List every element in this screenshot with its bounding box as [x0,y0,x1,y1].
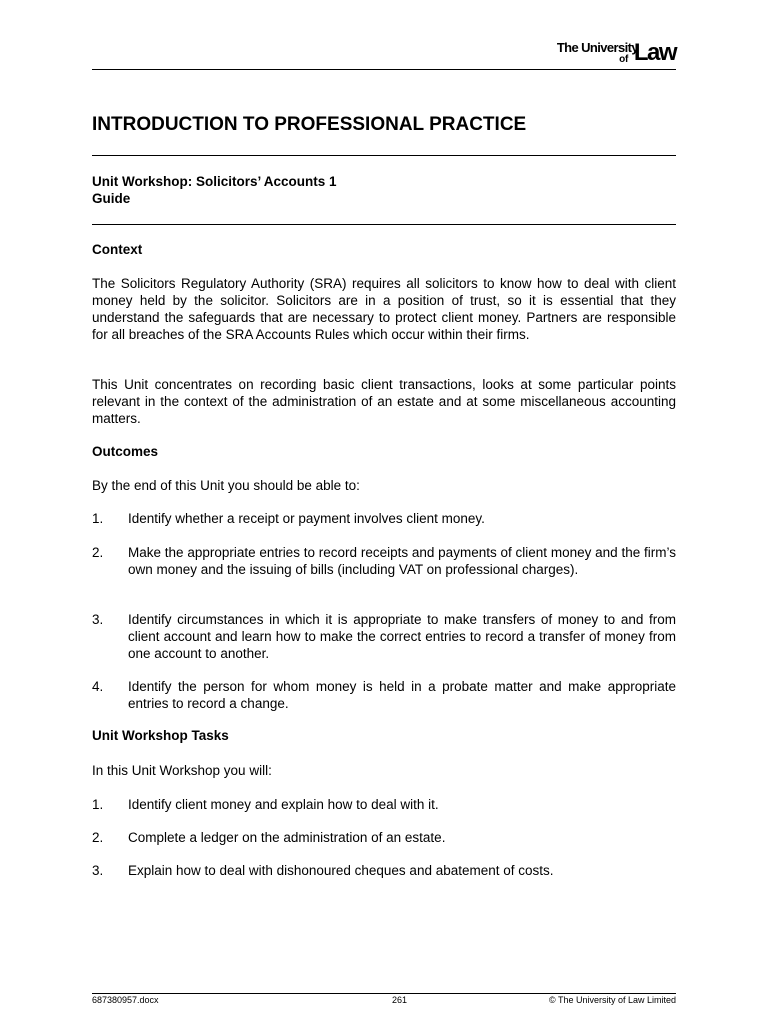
outcome-text: Identify circumstances in which it is appropriate to make transfers of money to and from client account and learn how to make the correct entries to record a transfer of money from one account to another. [128,612,676,661]
university-logo [536,38,676,66]
outcome-text: Identify the person for whom money is held in a probate matter and make appropriate entries to record a change. [128,679,676,711]
tasks-intro: In this Unit Workshop you will: [92,763,272,778]
subtitle-rule [92,224,676,225]
task-text: Explain how to deal with dishonoured cheques and abatement of costs. [128,863,554,878]
context-paragraph-2: This Unit concentrates on recording basic client transactions, looks at some particular points relevant in the context of the administration of an estate and at some miscellaneous accounting matters. [92,377,676,426]
outcome-number: 3. [92,612,104,627]
outcome-text: Identify whether a receipt or payment involves client money. [128,511,485,526]
task-number: 1. [92,797,104,812]
title-rule [92,155,676,156]
task-number: 2. [92,830,104,845]
outcomes-heading: Outcomes [92,444,159,459]
subtitle-line-1: Unit Workshop: Solicitors’ Accounts 1 [92,174,337,189]
header-rule [92,69,676,70]
outcome-number: 1. [92,511,104,526]
subtitle-line-2: Guide [92,191,131,206]
document-page [92,0,676,1024]
logo-line-3: Law [633,39,676,66]
footer-filename: 687380957.docx [92,995,159,1005]
page-title: INTRODUCTION TO PROFESSIONAL PRACTICE [92,114,527,135]
logo-line-2: of [619,54,628,65]
context-paragraph-1: The Solicitors Regulatory Authority (SRA) requires all solicitors to know how to deal with client money held by the solicitor. Solicitors are in a position of trust, so it is essential that they understand the safeguards that are necessary to protect client money. Partners are responsible for all breaches of the SRA Accounts Rules which occur within their firms. [92,276,676,342]
outcomes-intro: By the end of this Unit you should be able to: [92,478,360,493]
task-number: 3. [92,863,104,878]
task-text: Complete a ledger on the administration of an estate. [128,830,446,845]
outcome-text: Make the appropriate entries to record receipts and payments of client money and the firm’s own money and the issuing of bills (including VAT on professional charges). [128,545,676,577]
outcome-number: 2. [92,545,104,560]
footer-page-number: 261 [392,995,408,1005]
footer-copyright: © The University of Law Limited [548,995,676,1005]
unit-subtitle [92,173,337,207]
context-heading: Context [92,242,143,257]
logo-line-1: The University [556,40,638,55]
task-text: Identify client money and explain how to deal with it. [128,797,439,812]
tasks-heading: Unit Workshop Tasks [92,728,229,743]
outcome-number: 4. [92,679,104,694]
footer-rule [92,993,676,994]
